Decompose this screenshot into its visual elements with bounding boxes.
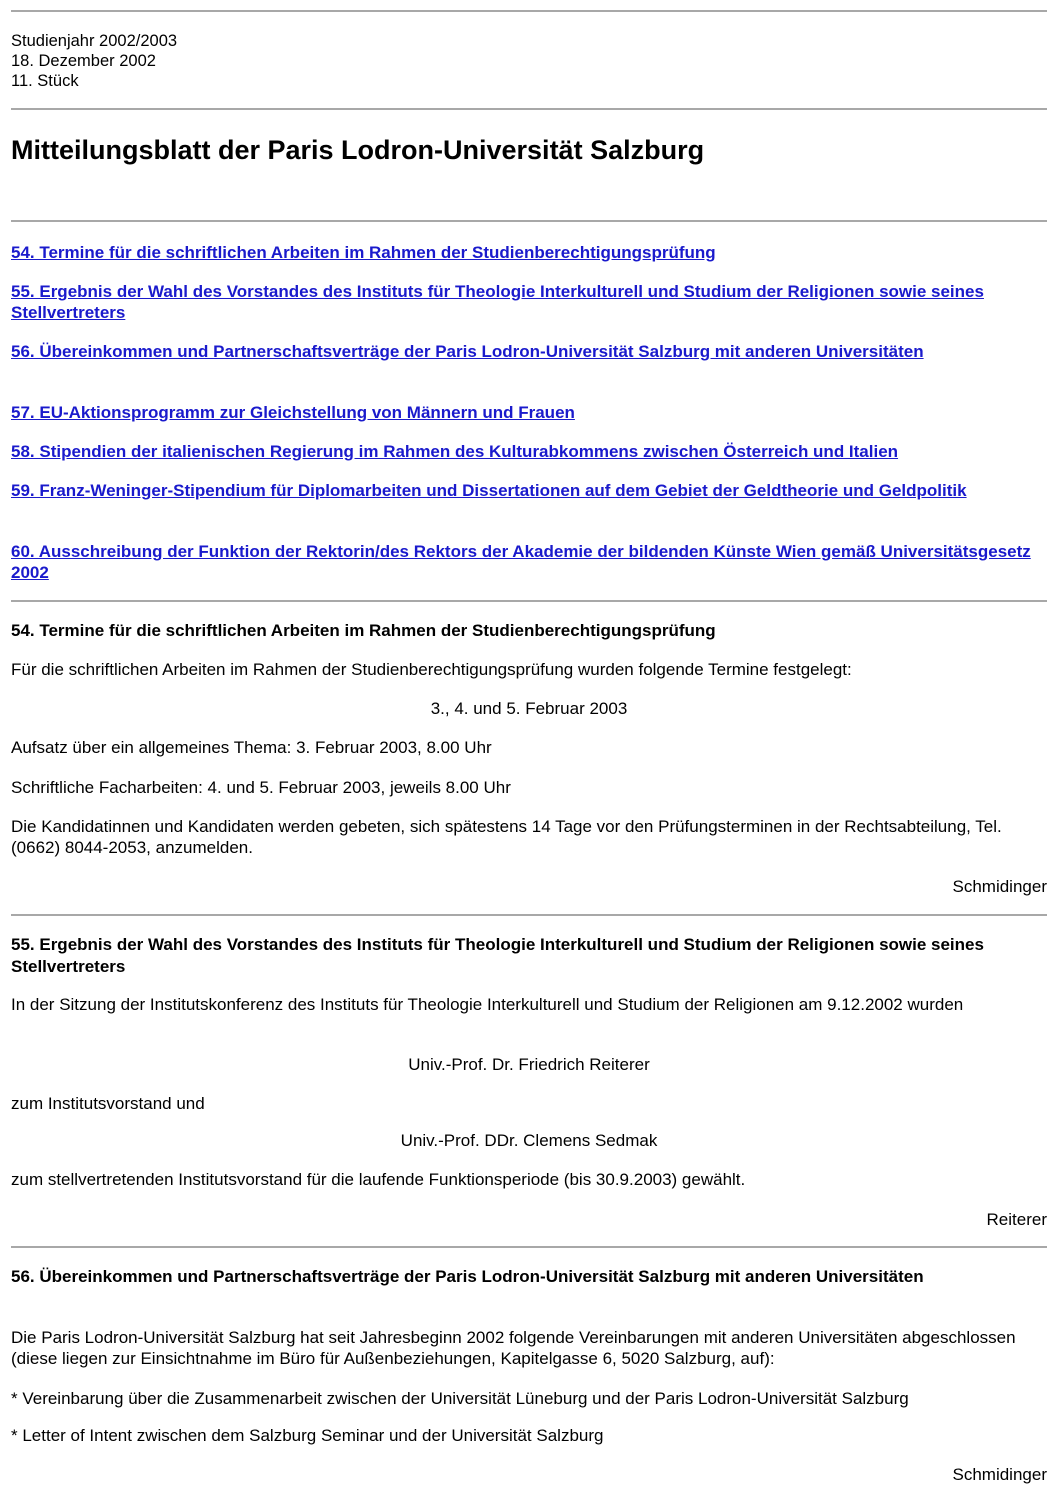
section-title: 55. Ergebnis der Wahl des Vorstandes des Instituts für Theologie Interkulturell und Studium der Religionen sowie seines Stellvertreters [11, 935, 984, 976]
role-text: zum Institutsvorstand und [11, 1094, 205, 1113]
divider [11, 600, 1047, 602]
study-year: Studienjahr 2002/2003 [11, 32, 178, 50]
toc-link-60[interactable]: 60. Ausschreibung der Funktion der Rektorin/des Rektors der Akademie der bildenden Künste Wien gemäß Universitätsgesetz 2002 [11, 542, 1031, 582]
divider [11, 108, 1047, 110]
elected-deputy: Univ.-Prof. DDr. Clemens Sedmak [400, 1131, 658, 1150]
toc-link-58[interactable]: 58. Stipendien der italienischen Regierung im Rahmen des Kulturabkommens zwischen Österreich und Italien [11, 442, 899, 461]
toc-link-55[interactable]: 55. Ergebnis der Wahl des Vorstandes des Instituts für Theologie Interkulturell und Studium der Religionen sowie seines Stellvertreters [11, 282, 984, 322]
divider [11, 10, 1047, 12]
divider [11, 914, 1047, 916]
list-item: * Vereinbarung über die Zusammenarbeit zwischen der Universität Lüneburg und der Paris Lodron-Universität Salzburg [11, 1389, 909, 1408]
section-text: In der Sitzung der Institutskonferenz des Instituts für Theologie Interkulturell und Studium der Religionen am 9.12.2002 wurden [11, 995, 964, 1014]
divider [11, 1246, 1047, 1248]
signature: Schmidinger [952, 877, 1047, 896]
registration-note: Die Kandidatinnen und Kandidaten werden gebeten, sich spätestens 14 Tage vor den Prüfungsterminen in der Rechtsabteilung, Tel. (0662) 8044-2053, anzumelden. [11, 817, 1002, 857]
section-title: 54. Termine für die schriftlichen Arbeiten im Rahmen der Studienberechtigungsprüfung [11, 621, 716, 640]
role-text: zum stellvertretenden Institutsvorstand für die laufende Funktionsperiode (bis 30.9.2003) gewählt. [11, 1170, 746, 1189]
divider [11, 220, 1047, 222]
toc-link-56[interactable]: 56. Übereinkommen und Partnerschaftsverträge der Paris Lodron-Universität Salzburg mit anderen Universitäten [11, 342, 924, 361]
signature: Schmidinger [952, 1465, 1047, 1484]
exam-dates: 3., 4. und 5. Februar 2003 [430, 699, 628, 718]
issue-date: 18. Dezember 2002 [11, 52, 156, 70]
section-text: Für die schriftlichen Arbeiten im Rahmen der Studienberechtigungsprüfung wurden folgende Termine festgelegt: [11, 660, 852, 679]
toc-link-59[interactable]: 59. Franz-Weninger-Stipendium für Diplomarbeiten und Dissertationen auf dem Gebiet der Geldtheorie und Geldpolitik [11, 481, 967, 500]
issue-header [11, 31, 1047, 91]
list-item: * Letter of Intent zwischen dem Salzburg Seminar und der Universität Salzburg [11, 1426, 604, 1445]
essay-date: Aufsatz über ein allgemeines Thema: 3. Februar 2003, 8.00 Uhr [11, 738, 492, 757]
page-title: Mitteilungsblatt der Paris Lodron-Universität Salzburg [11, 135, 705, 165]
elected-head: Univ.-Prof. Dr. Friedrich Reiterer [408, 1055, 650, 1074]
toc-link-54[interactable]: 54. Termine für die schriftlichen Arbeiten im Rahmen der Studienberechtigungsprüfung [11, 243, 716, 262]
signature: Reiterer [986, 1210, 1047, 1229]
section-title: 56. Übereinkommen und Partnerschaftsverträge der Paris Lodron-Universität Salzburg mit anderen Universitäten [11, 1267, 924, 1286]
issue-number: 11. Stück [11, 72, 79, 90]
subjects-date: Schriftliche Facharbeiten: 4. und 5. Februar 2003, jeweils 8.00 Uhr [11, 778, 511, 797]
toc-link-57[interactable]: 57. EU-Aktionsprogramm zur Gleichstellung von Männern und Frauen [11, 403, 575, 422]
section-text: Die Paris Lodron-Universität Salzburg hat seit Jahresbeginn 2002 folgende Vereinbarungen mit anderen Universitäten abgeschlossen (diese liegen zur Einsichtnahme im Büro für Außenbeziehungen, Kapitelgasse 6, 5020 Salzburg, auf): [11, 1328, 1016, 1368]
